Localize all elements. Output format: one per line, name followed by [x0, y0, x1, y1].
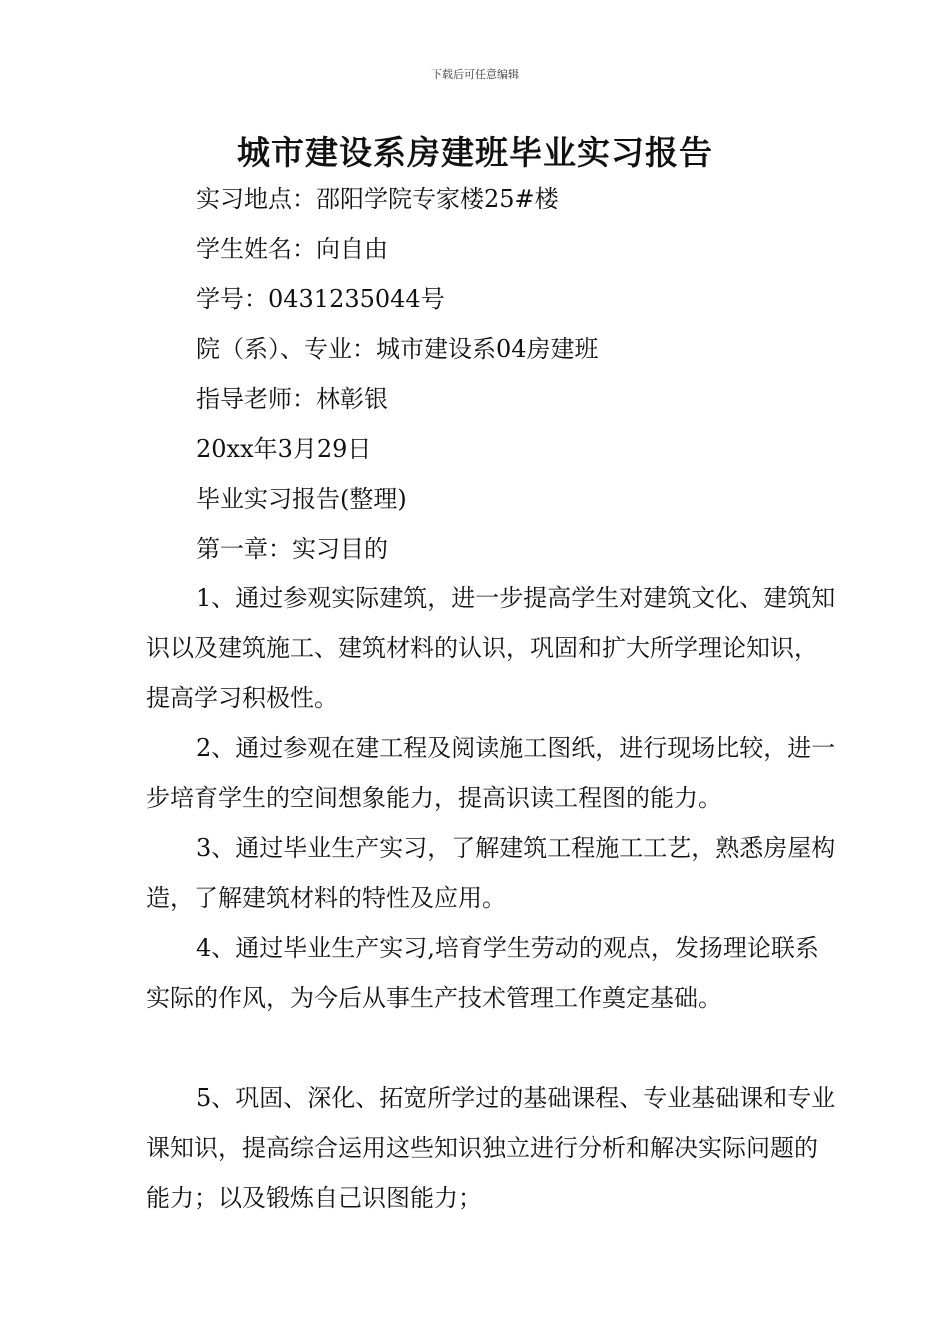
paragraph-5: 5、巩固、深化、拓宽所学过的基础课程、专业基础课和专业课知识，提高综合运用这些知识独立进行分析和解决实际问题的能力；以及锻炼自己识图能力； [146, 1084, 836, 1212]
student-name: 学生姓名：向自由 [196, 235, 388, 263]
internship-location: 实习地点：邵阳学院专家楼25#楼 [196, 185, 559, 213]
paragraph-2: 2、通过参观在建工程及阅读施工图纸，进行现场比较，进一步培育学生的空间想象能力，提高识读工程图的能力。 [146, 734, 836, 812]
department-major: 院（系）、专业：城市建设系04房建班 [196, 335, 599, 363]
page-header-note: 下载后可任意编辑 [431, 68, 519, 81]
chapter-heading: 第一章：实习目的 [196, 535, 388, 563]
report-subtitle: 毕业实习报告(整理) [196, 485, 407, 513]
paragraph-3: 3、通过毕业生产实习，了解建筑工程施工工艺，熟悉房屋构造，了解建筑材料的特性及应用。 [146, 834, 836, 912]
report-date: 20xx年3月29日 [196, 435, 372, 463]
advisor: 指导老师：林彰银 [196, 385, 388, 413]
student-id: 学号：0431235044号 [196, 285, 445, 313]
paragraph-1: 1、通过参观实际建筑，进一步提高学生对建筑文化、建筑知识以及建筑施工、建筑材料的认识，巩固和扩大所学理论知识，提高学习积极性。 [146, 584, 836, 712]
document-title: 城市建设系房建班毕业实习报告 [237, 133, 713, 172]
paragraph-4: 4、通过毕业生产实习,培育学生劳动的观点，发扬理论联系实际的作风，为今后从事生产技术管理工作奠定基础。 [146, 934, 819, 1012]
